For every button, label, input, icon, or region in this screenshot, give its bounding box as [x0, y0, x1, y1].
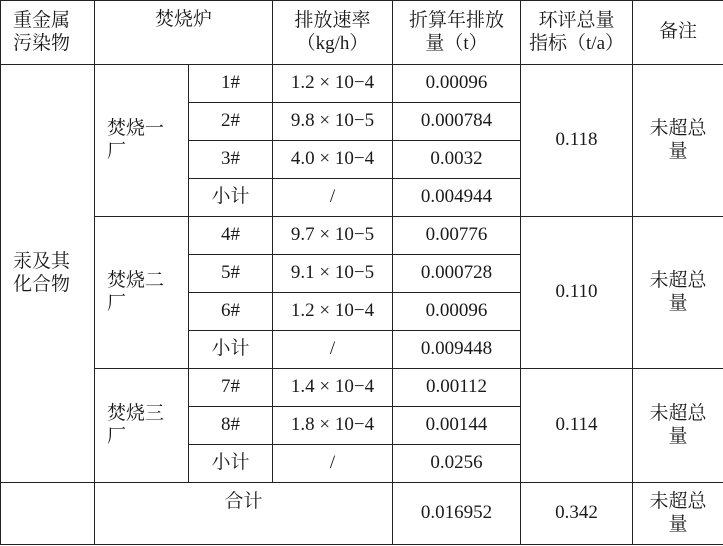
unit-cell: 7# — [189, 369, 273, 407]
rate-cell: / — [273, 445, 393, 483]
annual-cell: 0.000784 — [393, 103, 521, 141]
annual-cell: 0.00144 — [393, 407, 521, 445]
annual-cell: 0.00776 — [393, 217, 521, 255]
annual-cell: 0.0032 — [393, 141, 521, 179]
rate-cell: 4.0 × 10−4 — [273, 141, 393, 179]
annual-cell: 0.000728 — [393, 255, 521, 293]
remark-cell: 未超总 量 — [633, 369, 723, 483]
rate-cell: / — [273, 331, 393, 369]
total-blank — [1, 483, 95, 545]
header-remark: 备注 — [633, 1, 723, 65]
rate-cell: 1.2 × 10−4 — [273, 293, 393, 331]
table-row — [1, 65, 723, 103]
unit-cell: 3# — [189, 141, 273, 179]
remark-cell: 未超总 量 — [633, 65, 723, 217]
total-remark: 未超总 量 — [633, 483, 723, 545]
table-row — [1, 217, 723, 255]
unit-cell: 1# — [189, 65, 273, 103]
header-pollutant: 重金属 污染物 — [1, 1, 95, 65]
annual-cell: 0.009448 — [393, 331, 521, 369]
remark-cell: 未超总 量 — [633, 217, 723, 369]
rate-cell: 1.4 × 10−4 — [273, 369, 393, 407]
unit-cell: 4# — [189, 217, 273, 255]
header-rate: 排放速率 （kg/h） — [273, 1, 393, 65]
rate-cell: 9.8 × 10−5 — [273, 103, 393, 141]
target-cell: 0.118 — [521, 65, 633, 217]
total-annual: 0.016952 — [393, 483, 521, 545]
rate-cell: 1.8 × 10−4 — [273, 407, 393, 445]
rate-cell: 9.7 × 10−5 — [273, 217, 393, 255]
plant-name: 焚烧一 厂 — [95, 65, 189, 217]
header-annual: 折算年排放 量（t） — [393, 1, 521, 65]
unit-cell: 8# — [189, 407, 273, 445]
header-incinerator: 焚烧炉 — [95, 1, 273, 65]
rate-cell: / — [273, 179, 393, 217]
target-cell: 0.114 — [521, 369, 633, 483]
rate-cell: 9.1 × 10−5 — [273, 255, 393, 293]
rate-cell: 1.2 × 10−4 — [273, 65, 393, 103]
annual-cell: 0.004944 — [393, 179, 521, 217]
annual-cell: 0.00096 — [393, 65, 521, 103]
header-target: 环评总量 指标（t/a） — [521, 1, 633, 65]
unit-cell: 2# — [189, 103, 273, 141]
annual-cell: 0.00096 — [393, 293, 521, 331]
total-label: 合计 — [95, 483, 393, 545]
total-row — [1, 483, 723, 545]
unit-cell: 小计 — [189, 445, 273, 483]
plant-name: 焚烧三 厂 — [95, 369, 189, 483]
total-target: 0.342 — [521, 483, 633, 545]
target-cell: 0.110 — [521, 217, 633, 369]
table-row — [1, 369, 723, 407]
annual-cell: 0.0256 — [393, 445, 521, 483]
plant-name: 焚烧二 厂 — [95, 217, 189, 369]
table-body — [1, 1, 723, 545]
unit-cell: 5# — [189, 255, 273, 293]
unit-cell: 小计 — [189, 179, 273, 217]
annual-cell: 0.00112 — [393, 369, 521, 407]
header-row — [1, 1, 723, 65]
pollutant-name: 汞及其 化合物 — [1, 65, 95, 483]
unit-cell: 小计 — [189, 331, 273, 369]
unit-cell: 6# — [189, 293, 273, 331]
